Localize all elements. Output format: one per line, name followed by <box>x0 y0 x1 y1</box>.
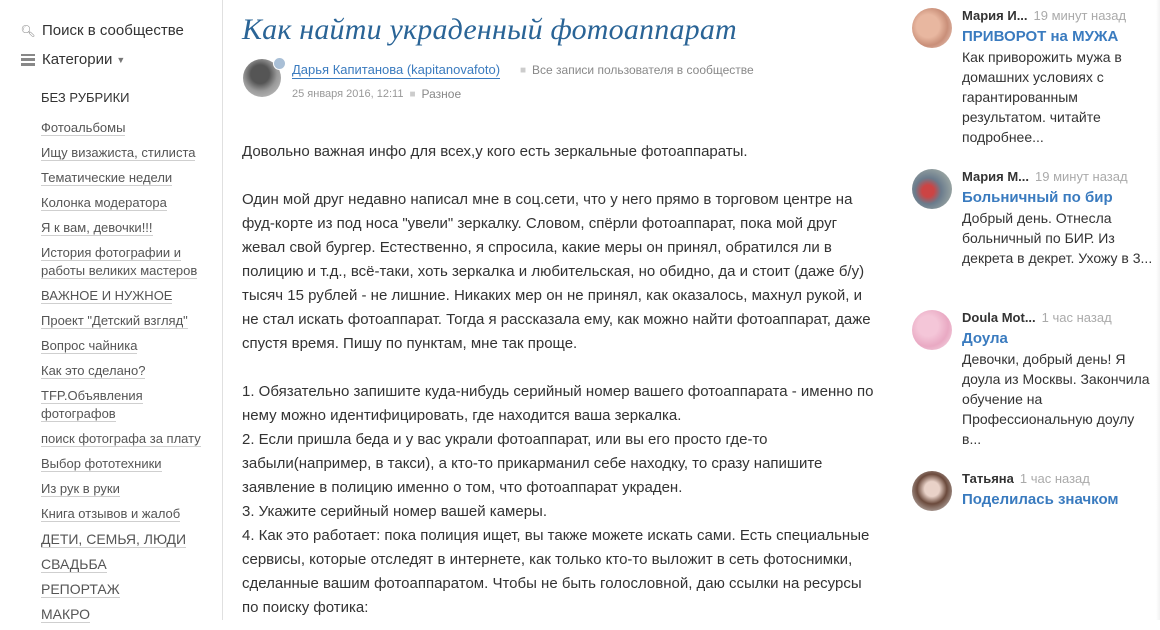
feed-excerpt: Как приворожить мужа в домашних условиях с гарантированным результатом. читайте подробнее... <box>962 49 1122 145</box>
author-link[interactable]: Дарья Капитанова (kapitanovafoto) <box>292 62 501 77</box>
post-title: Как найти украденный фотоаппарат <box>242 13 737 46</box>
category-item[interactable]: ДЕТИ, СЕМЬЯ, ЛЮДИ <box>41 531 187 547</box>
separator-dot: ■ <box>409 88 416 100</box>
all-posts-link[interactable]: Все записи пользователя в сообществе <box>532 63 754 77</box>
search-label: Поиск в сообществе <box>42 22 184 39</box>
category-item[interactable]: Вопрос чайника <box>41 338 138 353</box>
feed-title-link[interactable]: ПРИВОРОТ на МУЖА <box>962 28 1119 45</box>
user-avatar[interactable] <box>912 310 952 350</box>
user-avatar[interactable] <box>912 8 952 48</box>
user-avatar[interactable] <box>912 471 952 511</box>
category-item[interactable]: Колонка модератора <box>41 195 167 210</box>
caret-down-icon: ▼ <box>116 54 126 65</box>
paragraph: Один мой друг недавно написал мне в соц.сети, что у него прямо в торговом центре на фуд-корте из под носа "увели" зеркалку. Словом, спёрли фотоаппарат, пока мой друг жевал свой бургер. Естественно, я спросила, какие меры он принял, обратился ли в полицию и т.д., всё-таки, хоть зеркалка и любительская, но обидно, да и стоит (даже б/у) тысяч 15 рублей - не лишние. Никаких мер он не принял, как оказалось, махнул рукой, и не стал искать фотоаппарат. Тогда я рассказала ему, как можно найти фотоаппарат, даже спустя время. Пишу по пунктам, мне так проще. <box>242 191 871 352</box>
feed-excerpt: Добрый день. Отнесла больничный по БИР. Из декрета в декрет. Ухожу в 3... <box>962 210 1153 266</box>
left-sidebar <box>0 0 223 620</box>
feed-title-link[interactable]: Доула <box>962 330 1008 347</box>
paragraph: Довольно важная инфо для всех,у кого есть зеркальные фотоаппараты. <box>242 143 748 160</box>
step: 1. Обязательно запишите куда-нибудь серийный номер вашего фотоаппарата - именно по нему можно идентифицировать, где находится ваша зеркалка. <box>242 383 874 424</box>
category-item[interactable]: РЕПОРТАЖ <box>41 581 120 597</box>
author-meta <box>514 63 754 77</box>
category-item[interactable]: История фотографии и работы великих мастеров <box>41 245 198 278</box>
category-item[interactable]: Проект "Детский взгляд" <box>41 313 188 328</box>
categories-label: Категории <box>42 51 113 68</box>
menu-icon <box>20 54 36 66</box>
user-name[interactable]: Мария И... <box>962 8 1028 23</box>
timestamp: 1 час назад <box>1019 471 1090 486</box>
feed-title-link[interactable]: Поделилась значком <box>962 491 1119 508</box>
timestamp: 1 час назад <box>1041 310 1112 325</box>
feed-title-link[interactable]: Больничный по бир <box>962 189 1113 206</box>
scrollbar-edge[interactable] <box>1156 0 1160 620</box>
user-name[interactable]: Doula Mot... <box>962 310 1036 325</box>
category-item[interactable]: ВАЖНОЕ И НУЖНОЕ <box>41 288 173 303</box>
category-item[interactable]: Тематические недели <box>41 170 173 185</box>
timestamp: 19 минут назад <box>1035 169 1128 184</box>
user-name[interactable]: Мария М... <box>962 169 1030 184</box>
user-avatar[interactable] <box>912 169 952 209</box>
search-icon: 🔍︎ <box>20 23 36 38</box>
community-search-link[interactable] <box>20 22 184 39</box>
post-body <box>242 140 882 620</box>
separator-dot: ■ <box>520 64 527 76</box>
step: 4. Как это работает: пока полиция ищет, вы также можете искать сами. Есть специальные сервисы, которые отследят в интернете, как только кто-то выложит в сеть фотоснимки, сделанные вашим фотоаппаратом. Чтобы не быть голословной, даю ссылки на ресурсы по поиску фотика: <box>242 527 870 616</box>
category-item[interactable]: Выбор фототехники <box>41 456 162 471</box>
timestamp: 19 минут назад <box>1033 8 1127 23</box>
category-item[interactable]: Фотоальбомы <box>41 120 126 135</box>
post-date: 25 января 2016, 12:11 <box>292 88 404 100</box>
clock-icon <box>273 57 286 70</box>
post-meta <box>292 87 461 101</box>
user-name[interactable]: Татьяна <box>962 471 1014 486</box>
category-list <box>41 89 216 630</box>
category-item[interactable]: TFP.Объявления фотографов <box>41 388 143 421</box>
category-uncategorized[interactable]: БЕЗ РУБРИКИ <box>41 90 130 105</box>
category-item[interactable]: поиск фотографа за плату <box>41 431 201 446</box>
post-category-link[interactable]: Разное <box>421 87 462 101</box>
category-item[interactable]: Как это сделано? <box>41 363 146 378</box>
category-item[interactable]: СВАДЬБА <box>41 556 107 572</box>
feed-excerpt: Девочки, добрый день! Я доула из Москвы. Закончила обучение на Профессиональную доулу в... <box>962 351 1150 447</box>
category-item[interactable]: Я к вам, девочки!!! <box>41 220 153 235</box>
category-item[interactable]: МАКРО <box>41 606 91 622</box>
category-item[interactable]: Книга отзывов и жалоб <box>41 506 181 521</box>
step: 3. Укажите серийный номер вашей камеры. <box>242 503 547 520</box>
category-item[interactable]: Из рук в руки <box>41 481 120 496</box>
step: 2. Если пришла беда и у вас украли фотоаппарат, или вы его просто где-то забыли(например, в такси), а кто-то прикарманил себе находку, то сразу напишите заявление в полицию именно о том, что фотоаппарат украден. <box>242 431 823 496</box>
categories-toggle[interactable] <box>20 51 125 68</box>
category-item[interactable]: Ищу визажиста, стилиста <box>41 145 196 160</box>
